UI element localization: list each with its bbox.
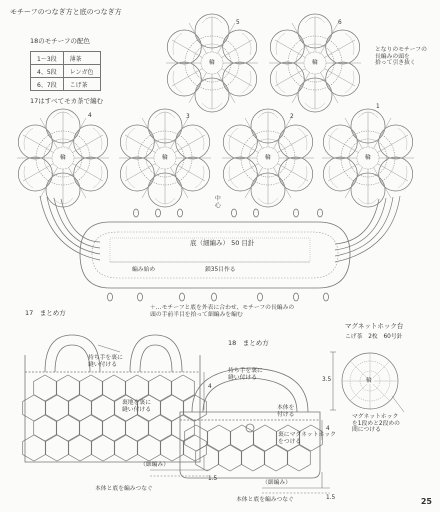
motif-center-label: 輪 — [209, 60, 215, 66]
base-chain-note: 鎖35目作る — [205, 267, 236, 273]
motif-center-label: 輪 — [162, 155, 168, 161]
color-table — [30, 51, 101, 91]
motif-number-6: 6 — [338, 20, 342, 26]
motif-center-label: 輪 — [265, 155, 271, 161]
bag18-title: 18 まとめ方 — [228, 339, 269, 347]
bag18-bottom-note: 本体と底を編みつなぐ — [236, 497, 294, 503]
bag18-handle-note: 持ち手を裏に 縫い付ける — [228, 368, 263, 381]
table-row — [31, 78, 101, 91]
bag17-dim-1-5: 1.5 — [208, 476, 218, 482]
page-number: 25 — [420, 497, 432, 506]
magnet-subtitle: こげ茶 2枚 60号針 — [345, 334, 403, 340]
table-cell: 4、5段 — [31, 65, 64, 78]
bag17-title: 17 まとめ方 — [25, 309, 66, 317]
base-label: 底（細編み） 50 目針 — [190, 239, 255, 247]
table-cell: 薄茶 — [63, 52, 100, 65]
motif-center-label: 輪 — [60, 155, 66, 161]
side-note: となりのモチーフの 長編みの頭を 拾って引き抜く — [375, 47, 427, 67]
bag18-snap-note: 裏にマグネットホック をつける — [278, 432, 336, 445]
base-start-note: 編み始め — [132, 267, 156, 273]
bag17-dim-4: 4 — [208, 384, 212, 390]
bag18-pocket-note: 本体を 付ける — [277, 405, 295, 418]
table-row — [31, 65, 101, 78]
motif-number-1: 1 — [376, 104, 380, 110]
motif-number-2: 2 — [290, 114, 294, 120]
page-title: モチーフのつなぎ方と底のつなぎ方 — [10, 8, 122, 16]
bag18-dim-1-5: 1.5 — [326, 495, 336, 501]
join-markers — [108, 209, 329, 301]
base-panel — [80, 222, 350, 288]
note-17: 17はすべてモカ茶で編む — [30, 97, 104, 105]
motif-number-4: 4 — [88, 113, 92, 119]
motif-center-label: 輪 — [365, 155, 371, 161]
motif-number-5: 5 — [236, 20, 240, 26]
table-cell: 1〜3段 — [31, 52, 64, 65]
magnet-center-label: 輪 — [366, 378, 372, 384]
bag17-handle-note: 持ち手を裏に 縫い付ける — [88, 355, 123, 368]
table-cell: レンガ色 — [63, 65, 100, 78]
magnet-title: マグネットホック台 — [345, 322, 404, 330]
motif-number-3: 3 — [186, 114, 190, 120]
table-row — [31, 52, 101, 65]
bag18-edge-label: （細編み） — [262, 480, 291, 486]
magnet-note: マグネットホック を1段めと2段めの 間につける — [352, 414, 400, 434]
table-cell: 6、7段 — [31, 78, 64, 91]
bag18-dim-4: 4 — [326, 426, 330, 432]
bag17-hex-grid — [23, 375, 207, 461]
bag18-drawing — [180, 368, 320, 478]
center-marker: 中 心 — [215, 196, 221, 209]
magnet-dimension: 3.5 — [322, 377, 332, 383]
motif-center-label: 輪 — [312, 60, 318, 66]
color-table-title: 18のモチーフの配色 — [30, 37, 90, 45]
bag17-edge-label: （細編み） — [140, 462, 169, 468]
join-note: ＋…モチーフと底を外表に合わせ、モチーフの長編みの 頭の手前半目を拾って細編みを編む — [150, 305, 295, 318]
bag17-bottom-note: 本体と底を編みつなぐ — [95, 486, 153, 492]
bag17-lining-note: 裏地を裏に 縫い付ける — [122, 400, 151, 413]
table-cell: こげ茶 — [63, 78, 100, 91]
